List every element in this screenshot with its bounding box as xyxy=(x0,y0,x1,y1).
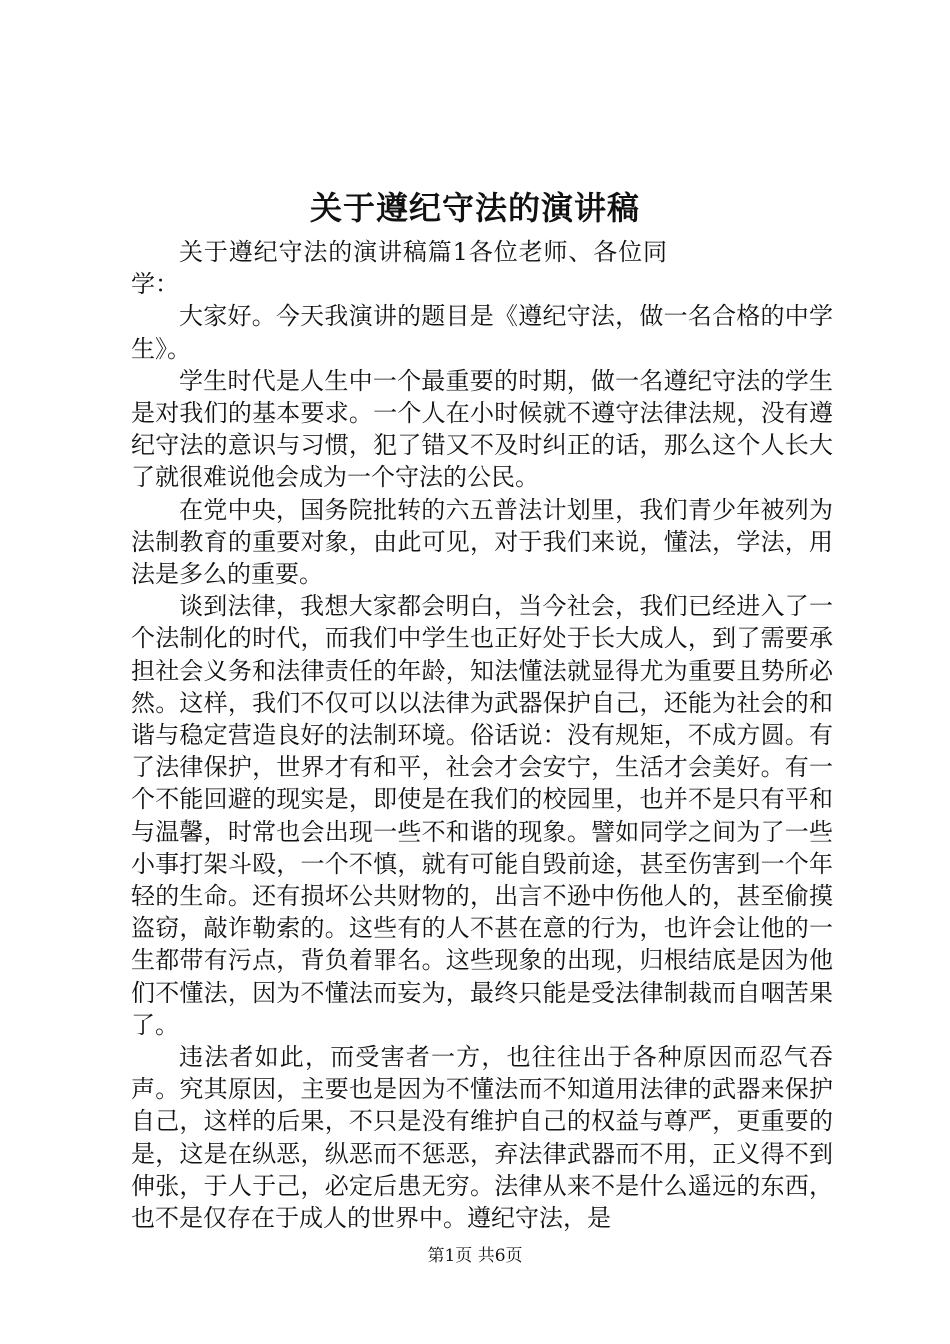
paragraph-2: 大家好。今天我演讲的题目是《遵纪守法，做一名合格的中学生》。 xyxy=(131,302,833,363)
paragraph-1: 关于遵纪守法的演讲稿篇1各位老师、各位同学： xyxy=(131,238,667,299)
document-title: 关于遵纪守法的演讲稿 xyxy=(309,189,640,227)
paragraph-6: 违法者如此，而受害者一方，也往往出于各种原因而忍气吞声。究其原因，主要也是因为不懂法而不知道用法律的武器来保护自己，这样的后果，不只是没有维护自己的权益与尊严，更重要的是，这是在纵恶，纵恶而不惩恶，弃法律武器而不用，正义得不到伸张，于人于己，必定后患无穷。法律从来不是什么遥远的东西，也不是仅存在于成人的世界中。遵纪守法，是 xyxy=(131,1043,833,1233)
page-number-footer: 第1页 共6页 xyxy=(427,1246,523,1266)
document-body xyxy=(131,236,833,1234)
paragraph-5: 谈到法律，我想大家都会明白，当今社会，我们已经进入了一个法制化的时代，而我们中学生也正好处于长大成人，到了需要承担社会义务和法律责任的年龄，知法懂法就显得尤为重要且势所必然。这样，我们不仅可以以法律为武器保护自己，还能为社会的和谐与稳定营造良好的法制环境。俗话说：没有规矩，不成方圆。有了法律保护，世界才有和平，社会才会安宁，生活才会美好。有一个不能回避的现实是，即使是在我们的校园里，也并不是只有平和与温馨，时常也会出现一些不和谐的现象。譬如同学之间为了一些小事打架斗殴，一个不慎，就有可能自毁前途，甚至伤害到一个年轻的生命。还有损坏公共财物的，出言不逊中伤他人的，甚至偷摸盗窃，敲诈勒索的。这些有的人不甚在意的行为，也许会让他的一生都带有污点，背负着罪名。这些现象的出现，归根结底是因为他们不懂法，因为不懂法而妄为，最终只能是受法律制裁而自咽苦果了。 xyxy=(131,592,833,1039)
paragraph-4: 在党中央，国务院批转的六五普法计划里，我们青少年被列为法制教育的重要对象，由此可见，对于我们来说，懂法，学法，用法是多么的重要。 xyxy=(131,495,833,589)
paragraph-3: 学生时代是人生中一个最重要的时期，做一名遵纪守法的学生是对我们的基本要求。一个人在小时候就不遵守法律法规，没有遵纪守法的意识与习惯，犯了错又不及时纠正的话，那么这个人长大了就很难说他会成为一个守法的公民。 xyxy=(131,366,833,492)
